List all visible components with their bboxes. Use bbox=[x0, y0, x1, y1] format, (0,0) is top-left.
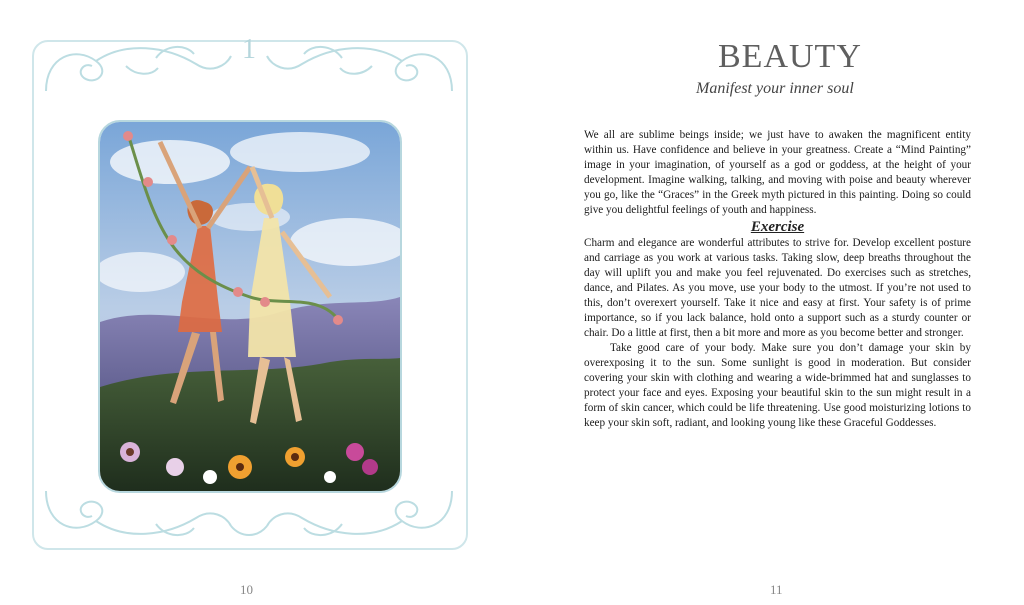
right-page bbox=[512, 0, 1024, 605]
painting-three-graces bbox=[98, 120, 402, 493]
exercise-heading: Exercise bbox=[750, 219, 805, 235]
bottom-flourish-ornament bbox=[36, 486, 462, 546]
exercise-paragraph-2: Take good care of your body. Make sure you don’t damage your skin by overexposing it to the sun. Some sunlight is good in moderation. But consider covering your skin with clothing and wearing a wide-brimmed hat and sunglasses to protect your face and eyes. Exposing your beautiful skin to the sun might result in a form of skin cancer, which could be life threatening. Use good moisturizing lotions to keep your skin soft, radiant, and looking young like these Graceful Goddesses. bbox=[584, 342, 971, 429]
intro-paragraph: We all are sublime beings inside; we just have to awaken the magnificent entity within us. Have confidence and believe in your greatness. Create a “Mind Painting” image in your imagination, of yourself as a god or goddess, at the height of your development. Imagine walking, talking, and moving with poise and beauty wherever you go, like the “Graces” in the Greek myth pictured in this painting. Doing so could give you delightful feelings of youth and happiness. bbox=[584, 129, 971, 216]
chapter-title: BEAUTY bbox=[718, 38, 862, 75]
painting-illustration bbox=[100, 122, 400, 491]
chapter-subtitle: Manifest your inner soul bbox=[696, 80, 854, 97]
page-number-right: 11 bbox=[770, 582, 783, 597]
body-text bbox=[584, 128, 971, 431]
exercise-paragraph-1: Charm and elegance are wonderful attributes to strive for. Develop excellent posture and carriage as you work at various tasks. Taking slow, deep breaths throughout the day will uplift you and make you feel rejuvenated. Do exercises such as stretches, dance, and Pilates. As you move, use your body to the utmost. If you’re not used to this, don’t overexert yourself. Take it nice and easy at first. Your safety is of prime importance, so if you lack balance, hold onto a support such as a sturdy counter or chair. Do a little at first, then a bit more and more as you become better and stronger. bbox=[584, 237, 971, 339]
left-page bbox=[0, 0, 510, 605]
page-number-left: 10 bbox=[240, 582, 253, 597]
card-number: 1 bbox=[242, 34, 256, 65]
